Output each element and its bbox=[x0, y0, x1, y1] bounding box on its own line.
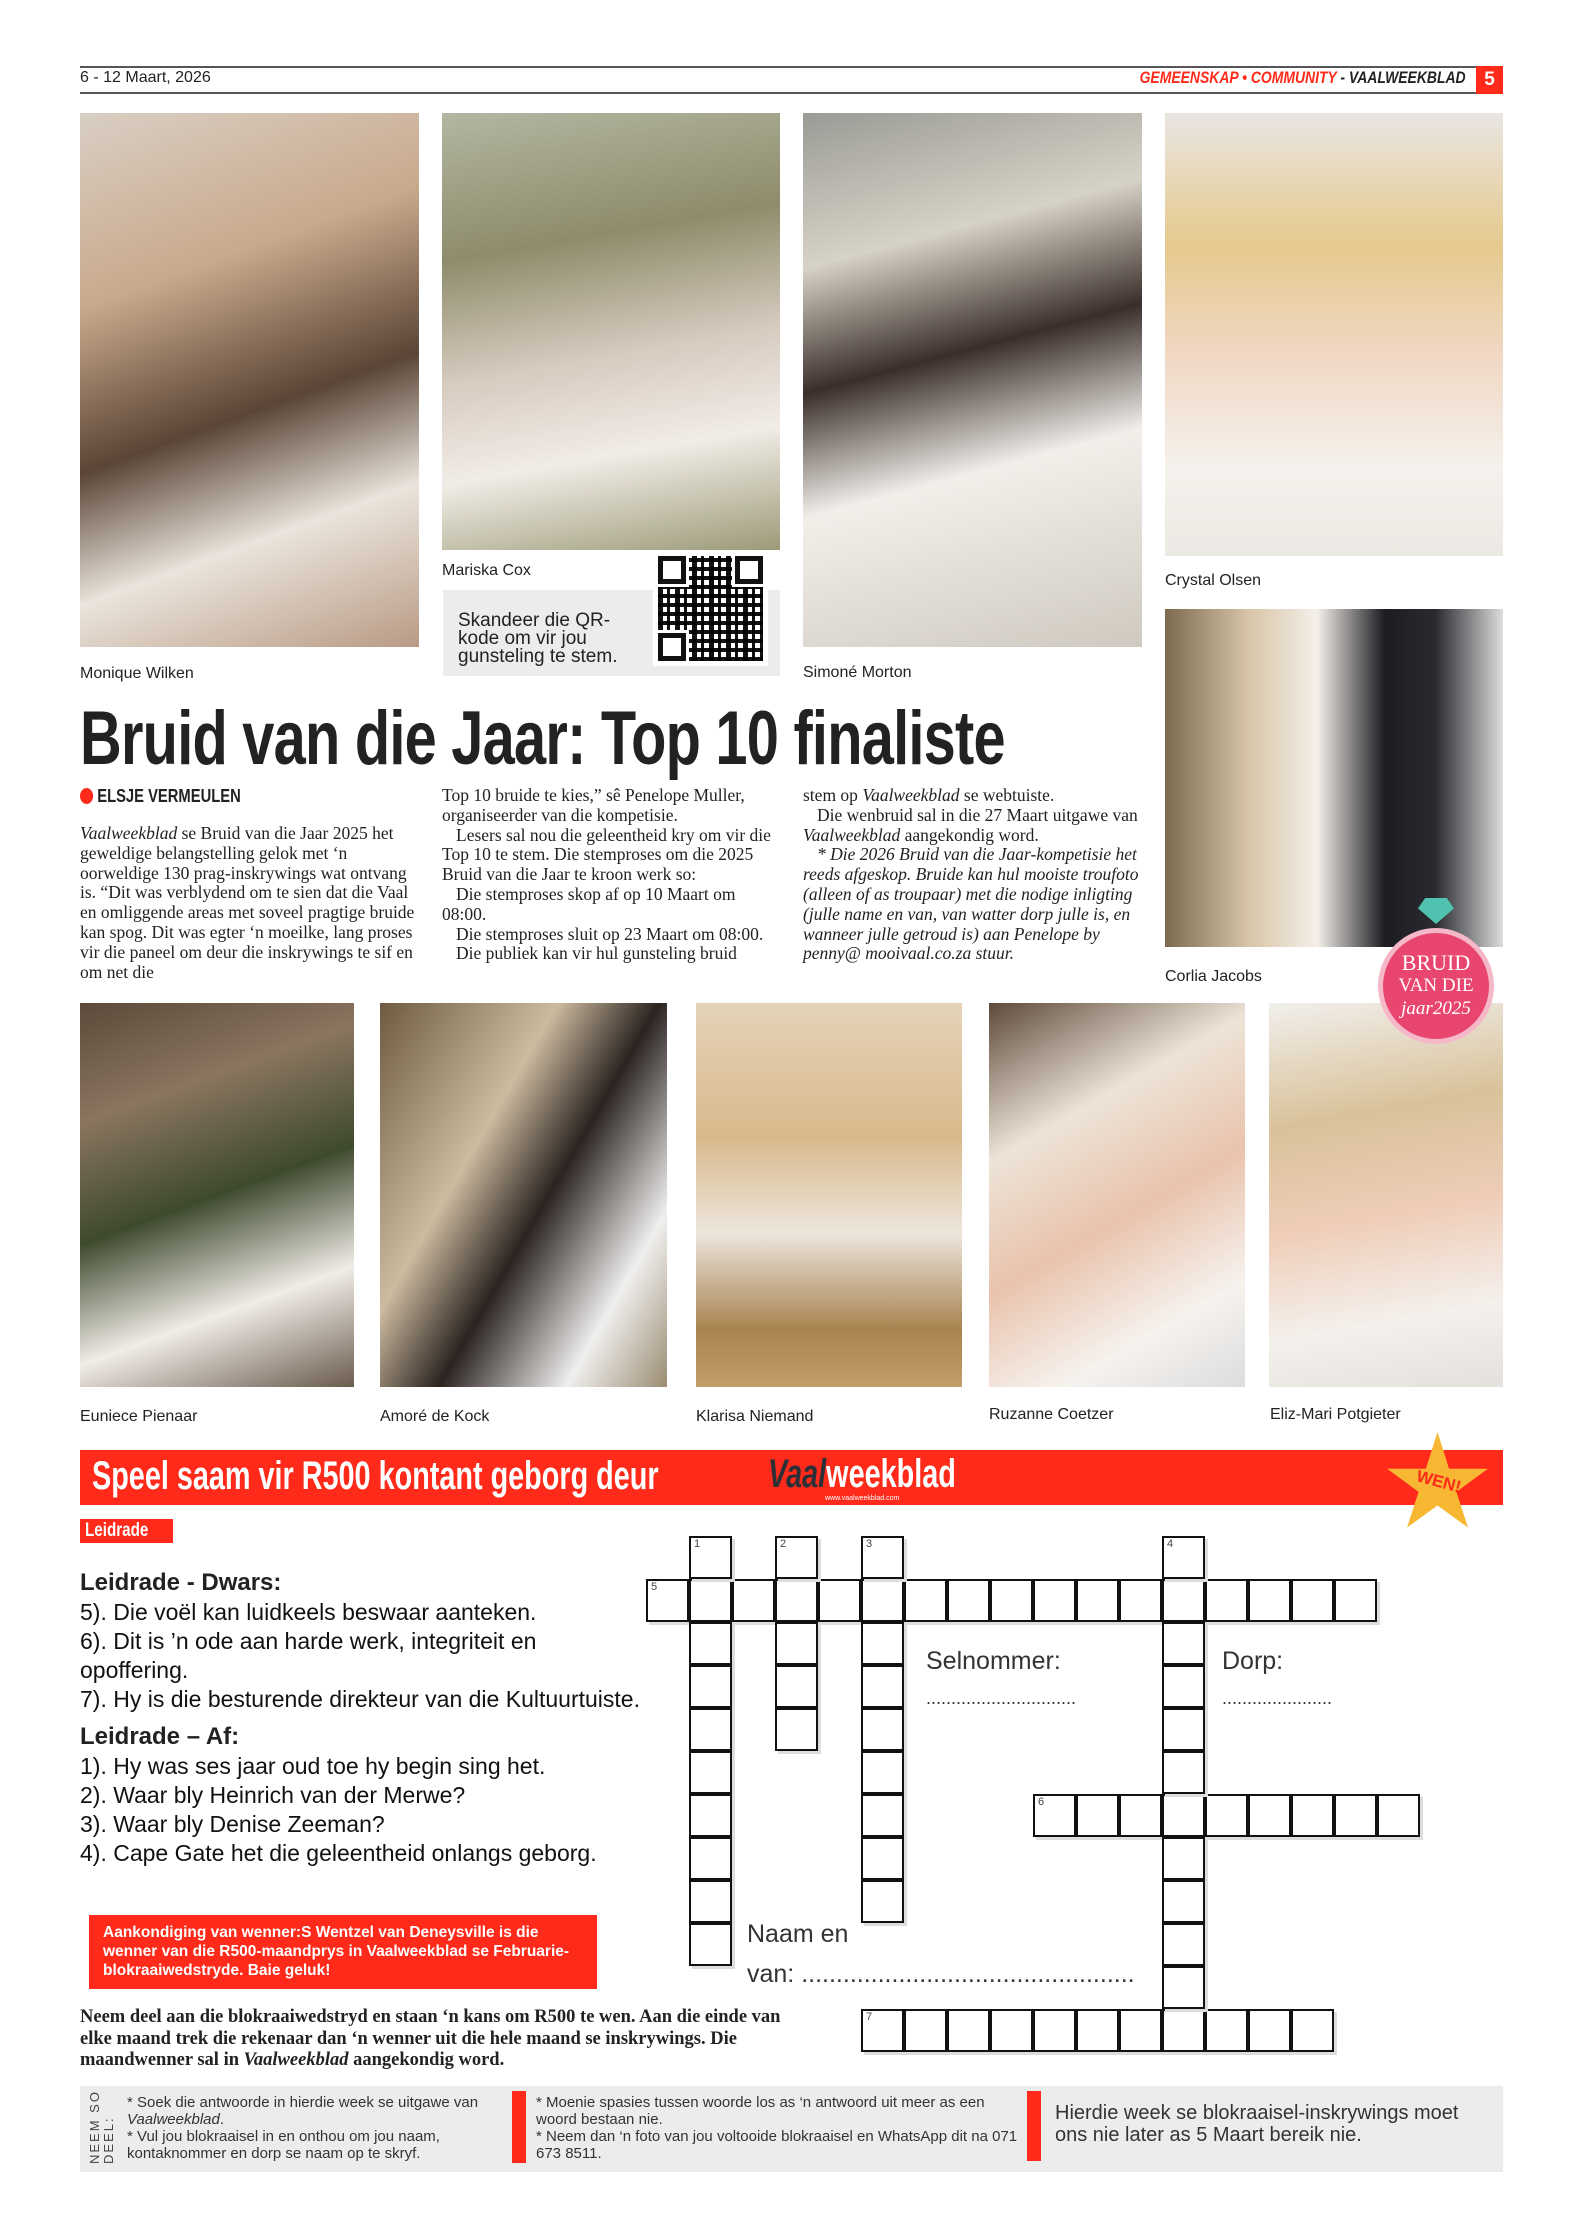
photo-ruzanne-coetzer bbox=[989, 1003, 1245, 1387]
footer-side-label: NEEM SO DEEL: bbox=[87, 2090, 116, 2164]
bullet-icon bbox=[80, 788, 93, 804]
puzzle-banner bbox=[80, 1450, 1503, 1505]
qr-code[interactable] bbox=[653, 551, 768, 666]
page-number: 5 bbox=[1476, 66, 1503, 94]
byline bbox=[80, 786, 241, 807]
article-col-2 bbox=[442, 786, 772, 964]
caption: Simoné Morton bbox=[803, 664, 912, 681]
crossword-cell[interactable] bbox=[861, 1880, 904, 1923]
divider bbox=[1027, 2091, 1041, 2161]
clue-number: 1 bbox=[694, 1538, 701, 1550]
qr-text: Skandeer die QR-kode om vir jou gunsteling te stem. bbox=[458, 610, 618, 667]
divider bbox=[512, 2091, 526, 2163]
badge-line: jaar2025 bbox=[1401, 998, 1471, 1019]
vaalweekblad-logo: Vaalweekblad bbox=[768, 1452, 956, 1496]
photo-mariska-cox bbox=[442, 113, 780, 550]
caption: Corlia Jacobs bbox=[1165, 968, 1262, 985]
clue-number: 7 bbox=[866, 2011, 873, 2023]
crossword-cell[interactable] bbox=[1205, 1794, 1248, 1837]
crossword-cell[interactable] bbox=[689, 1708, 732, 1751]
crossword-cell[interactable] bbox=[689, 1794, 732, 1837]
paragraph: Top 10 bruide te kies,” sê Penelope Muller, organiseerder van die kompetisie. bbox=[442, 785, 745, 825]
caption: Klarisa Niemand bbox=[696, 1408, 814, 1425]
crossword-cell[interactable] bbox=[904, 1579, 947, 1622]
winner-announcement: Aankondiging van wenner:S Wentzel van Deneysville is die wenner van die R500-maandprys in Vaalweekblad se Februarie-blokraaiwedstryde. Baie geluk! bbox=[89, 1915, 597, 1989]
crossword-cell[interactable] bbox=[990, 1579, 1033, 1622]
photo-corlia-jacobs bbox=[1165, 609, 1503, 947]
photo-klarisa-niemand bbox=[696, 1003, 962, 1387]
crossword-cell[interactable] bbox=[1291, 2009, 1334, 2052]
paragraph: Die publiek kan vir hul gunsteling bruid bbox=[456, 943, 737, 964]
caption: Euniece Pienaar bbox=[80, 1408, 198, 1425]
crossword-cell[interactable] bbox=[861, 1794, 904, 1837]
badge-line: VAN DIE bbox=[1398, 975, 1474, 996]
clue-across-5: 5). Die voël kan luidkeels beswaar aanteken. bbox=[80, 1599, 537, 1625]
caption: Crystal Olsen bbox=[1165, 572, 1262, 589]
photo-eliz-mari-potgieter bbox=[1269, 1003, 1503, 1387]
crossword-cell[interactable] bbox=[904, 2009, 947, 2052]
crossword-cell[interactable] bbox=[1291, 1579, 1334, 1622]
crossword-cell[interactable] bbox=[1205, 2009, 1248, 2052]
crossword-cell[interactable] bbox=[990, 2009, 1033, 2052]
qr-pattern bbox=[658, 556, 763, 661]
banner-text: Speel saam vir R500 kontant geborg deur bbox=[92, 1454, 659, 1498]
clue-number: 6 bbox=[1038, 1796, 1045, 1808]
crossword-cell[interactable] bbox=[1248, 1794, 1291, 1837]
crossword-cell[interactable] bbox=[689, 1880, 732, 1923]
crossword-cell[interactable] bbox=[1162, 1708, 1205, 1751]
crossword-cell[interactable] bbox=[689, 1665, 732, 1708]
clue-number: 3 bbox=[866, 1538, 873, 1550]
footer-instructions-2: * Moenie spasies tussen woorde los as ‘n antwoord uit meer as een woord bestaan nie. * Neem dan ‘n foto van jou voltooide blokraaisel en WhatsApp dit na 071 673 8511. bbox=[536, 2094, 1018, 2162]
competition-info: Neem deel aan die blokraaiwedstryd en staan ‘n kans om R500 te wen. Aan die einde van elke maand trek die rekenaar dan ‘n wenner uit die hele maand se inskrywings. Die maandwenner sal in Vaalweekblad aangekondig word. bbox=[80, 2007, 781, 2070]
caption: Mariska Cox bbox=[442, 562, 531, 579]
clue-down-4: 4). Cape Gate het die geleentheid onlangs geborg. bbox=[80, 1840, 597, 1866]
clue-number: 2 bbox=[780, 1538, 787, 1550]
phone-label: Selnommer: bbox=[926, 1647, 1061, 1675]
paragraph: stem op Vaalweekblad se webtuiste. bbox=[803, 785, 1055, 805]
crossword-cell[interactable] bbox=[689, 1536, 732, 1579]
crossword-cell[interactable] bbox=[1162, 1837, 1205, 1880]
badge-line: BRUID bbox=[1401, 950, 1471, 975]
crossword-cell[interactable] bbox=[861, 1708, 904, 1751]
crossword-cell[interactable] bbox=[1033, 1794, 1076, 1837]
crossword-cell[interactable] bbox=[861, 2009, 904, 2052]
paragraph: Die stemproses sluit op 23 Maart om 08:00. bbox=[456, 923, 764, 944]
clue-number: 4 bbox=[1167, 1538, 1174, 1550]
caption: Eliz-Mari Potgieter bbox=[1270, 1406, 1401, 1423]
crossword-cell[interactable] bbox=[861, 1579, 904, 1622]
crossword-cell[interactable] bbox=[947, 2009, 990, 2052]
crossword-cell[interactable] bbox=[1205, 1579, 1248, 1622]
crossword-cell[interactable] bbox=[1162, 1794, 1205, 1837]
town-label: Dorp: bbox=[1222, 1647, 1284, 1675]
crossword-cell[interactable] bbox=[775, 1622, 818, 1665]
caption: Ruzanne Coetzer bbox=[989, 1406, 1114, 1423]
crossword-cell[interactable] bbox=[1119, 2009, 1162, 2052]
byline-name: ELSJE VERMEULEN bbox=[97, 786, 241, 806]
article-col-3 bbox=[803, 786, 1143, 964]
crossword-cell[interactable] bbox=[1334, 1579, 1377, 1622]
crossword-cell[interactable] bbox=[1162, 2009, 1205, 2052]
paragraph: * Die 2026 Bruid van die Jaar-kompetisie het reeds afgeskop. Bruide kan hul mooiste troufoto (alleen of as troupaar) met die nodige inligting (julle name en van, van watter dorp julle is, en wanneer julle getroud is) aan Penelope by penny@ mooivaal.co.za stuur. bbox=[803, 844, 1139, 964]
crossword-cell[interactable] bbox=[861, 1536, 904, 1579]
publication-name: Vaalweekblad bbox=[80, 823, 178, 843]
crossword-cell[interactable] bbox=[861, 1751, 904, 1794]
leidrade-tag: Leidrade bbox=[80, 1519, 173, 1543]
win-label: WEN! bbox=[1414, 1466, 1464, 1497]
crossword-cell[interactable] bbox=[861, 1622, 904, 1665]
section-red: GEMEENSKAP • COMMUNITY bbox=[1139, 68, 1337, 87]
photo-monique-wilken bbox=[80, 113, 419, 647]
clue-across-6: 6). Dit is ’n ode aan harde werk, integriteit en opoffering. bbox=[80, 1628, 537, 1683]
crossword-cell[interactable] bbox=[1076, 2009, 1119, 2052]
crossword-cell[interactable] bbox=[1076, 1794, 1119, 1837]
crossword-cell[interactable] bbox=[775, 1708, 818, 1751]
crossword-cell[interactable] bbox=[775, 1665, 818, 1708]
crossword-cell[interactable] bbox=[1033, 1579, 1076, 1622]
across-heading: Leidrade - Dwars: bbox=[80, 1569, 282, 1596]
crossword-cell[interactable] bbox=[775, 1536, 818, 1579]
crossword-cell[interactable] bbox=[947, 1579, 990, 1622]
crossword-cell[interactable] bbox=[1162, 1751, 1205, 1794]
crossword-cell[interactable] bbox=[646, 1579, 689, 1622]
photo-amore-de-kock bbox=[380, 1003, 667, 1387]
crossword-cell[interactable] bbox=[1248, 2009, 1291, 2052]
clue-number: 5 bbox=[651, 1581, 658, 1593]
crossword-cell[interactable] bbox=[1033, 2009, 1076, 2052]
paragraph: Lesers sal nou die geleentheid kry om vir die Top 10 te stem. Die stemproses om die 2025 Bruid van die Jaar te kroon werk so: bbox=[442, 824, 771, 885]
clue-down-3: 3). Waar bly Denise Zeeman? bbox=[80, 1811, 385, 1837]
name-field[interactable]: van: ................................................ bbox=[747, 1960, 1135, 1988]
logo-url: www.vaalweekblad.com bbox=[825, 1495, 900, 1502]
down-heading: Leidrade – Af: bbox=[80, 1723, 240, 1750]
footer-box bbox=[80, 2086, 1503, 2172]
caption: Monique Wilken bbox=[80, 665, 194, 682]
article-title: Bruid van die Jaar: Top 10 finaliste bbox=[80, 696, 1005, 781]
issue-date: 6 - 12 Maart, 2026 bbox=[80, 69, 211, 86]
caption: Amoré de Kock bbox=[380, 1408, 490, 1425]
photo-crystal-olsen bbox=[1165, 113, 1503, 556]
clue-down-2: 2). Waar bly Heinrich van der Merwe? bbox=[80, 1782, 466, 1808]
paragraph: Die stemproses skop af op 10 Maart om 08:00. bbox=[442, 883, 736, 924]
clue-across-7: 7). Hy is die besturende direkteur van die Kultuurtuiste. bbox=[80, 1686, 640, 1712]
crossword-cell[interactable] bbox=[1076, 1579, 1119, 1622]
crossword-cell[interactable] bbox=[1334, 1794, 1377, 1837]
section-label bbox=[1140, 68, 1466, 88]
crossword-cell[interactable] bbox=[732, 1579, 775, 1622]
crossword-cell[interactable] bbox=[1248, 1579, 1291, 1622]
crossword-cell[interactable] bbox=[1162, 1622, 1205, 1665]
article-col-1 bbox=[80, 824, 420, 982]
crossword-cell[interactable] bbox=[1119, 1579, 1162, 1622]
crossword-cell[interactable] bbox=[689, 1923, 732, 1966]
crossword-cell[interactable] bbox=[861, 1837, 904, 1880]
clue-down-1: 1). Hy was ses jaar oud toe hy begin sing het. bbox=[80, 1753, 546, 1779]
clues bbox=[80, 1562, 640, 1868]
bruid-van-die-jaar-badge bbox=[1378, 928, 1494, 1044]
deadline-text: Hierdie week se blokraaisel-inskrywings moet ons nie later as 5 Maart bereik nie. bbox=[1055, 2102, 1459, 2146]
photo-euniece-pienaar bbox=[80, 1003, 354, 1387]
crossword-cell[interactable] bbox=[689, 1837, 732, 1880]
crossword-cell[interactable] bbox=[775, 1579, 818, 1622]
crossword-cell[interactable] bbox=[689, 1579, 732, 1622]
crossword-cell[interactable] bbox=[1119, 1794, 1162, 1837]
crossword-cell[interactable] bbox=[689, 1751, 732, 1794]
footer-instructions-1: * Soek die antwoorde in hierdie week se uitgawe van Vaalweekblad. * Vul jou blokraaisel in en onthou om jou naam, kontaknommer en dorp se naam op te skryf. bbox=[127, 2094, 479, 2162]
crossword-cell[interactable] bbox=[861, 1665, 904, 1708]
crossword-cell[interactable] bbox=[1162, 1966, 1205, 2009]
section-dark: - VAALWEEKBLAD bbox=[1336, 68, 1466, 87]
crossword-cell[interactable] bbox=[689, 1622, 732, 1665]
article-text: se Bruid van die Jaar 2025 het geweldige belangstelling gelok met ‘n oorweldige 130 prag-inskrywings wat ontvang is. “Dit was verblydend om te sien dat die Vaal en omliggende areas met soveel pragtige bruide kan spog. Dit was egter ‘n moeilke, lang proses vir die paneel om deur die inskrywings te sif en om net die bbox=[80, 823, 415, 982]
crossword-cell[interactable] bbox=[1162, 1665, 1205, 1708]
crossword-cell[interactable] bbox=[1162, 1536, 1205, 1579]
paragraph: Die wenbruid sal in die 27 Maart uitgawe van Vaalweekblad aangekondig word. bbox=[803, 804, 1138, 845]
town-field[interactable]: ...................... bbox=[1222, 1688, 1333, 1708]
crossword-cell[interactable] bbox=[1377, 1794, 1420, 1837]
crossword-cell[interactable] bbox=[1162, 1880, 1205, 1923]
phone-field[interactable]: .............................. bbox=[926, 1688, 1077, 1708]
photo-simone-morton bbox=[803, 113, 1142, 647]
name-label: Naam en bbox=[747, 1920, 849, 1948]
crossword-cell[interactable] bbox=[1291, 1794, 1334, 1837]
crossword-cell[interactable] bbox=[1162, 1923, 1205, 1966]
crossword-cell[interactable] bbox=[818, 1579, 861, 1622]
crossword-cell[interactable] bbox=[1162, 1579, 1205, 1622]
header-rule bbox=[80, 92, 1503, 94]
